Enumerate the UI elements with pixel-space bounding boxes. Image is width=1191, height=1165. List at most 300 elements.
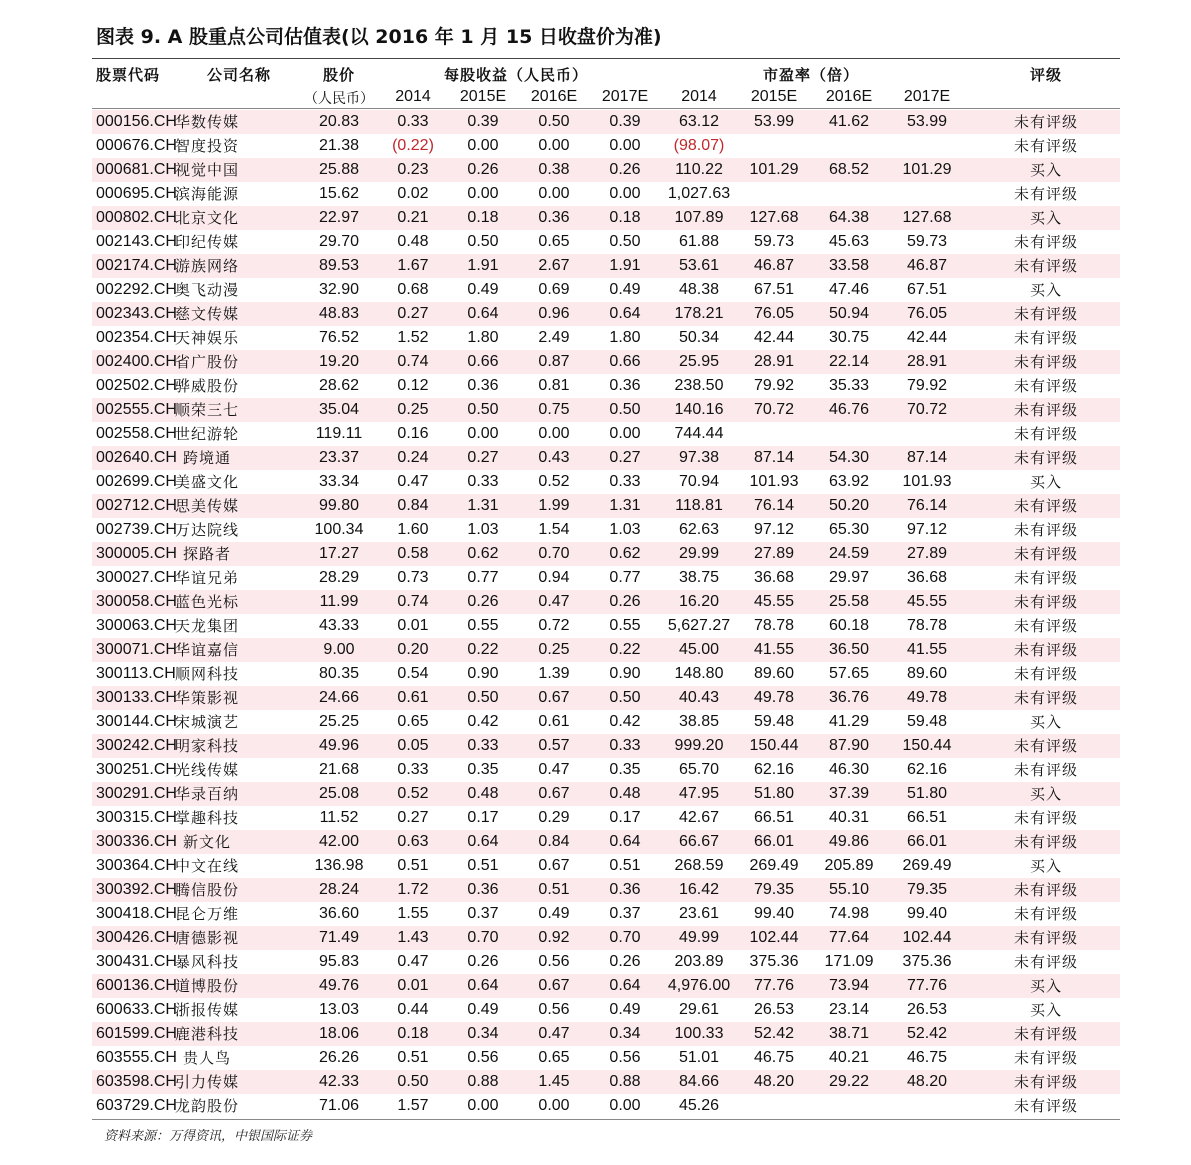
cell-eps-2015e: 0.51 [467, 857, 499, 874]
cell-company-name: 唐德影视 [174, 929, 240, 947]
cell-eps-2017e: 0.48 [609, 785, 641, 802]
cell-price: 22.97 [318, 209, 360, 226]
header-eps-2014: 2014 [395, 88, 431, 105]
cell-eps-2017e: 0.33 [609, 473, 641, 490]
table-row [92, 542, 1120, 566]
cell-rating: 买入 [1029, 209, 1063, 227]
cell-stock-code: 600633.CH [96, 1001, 177, 1018]
cell-company-name: 光线传媒 [174, 761, 240, 779]
cell-pe-2017e: 99.40 [906, 905, 948, 922]
cell-pe-2015e: 59.48 [753, 713, 795, 730]
cell-pe-2017e: 53.99 [906, 113, 948, 130]
cell-stock-code: 002174.CH [96, 257, 177, 274]
cell-company-name: 慈文传媒 [174, 305, 240, 323]
cell-company-name: 道博股份 [174, 977, 240, 995]
cell-eps-2014: 0.51 [397, 857, 429, 874]
cell-pe-2015e: 77.76 [753, 977, 795, 994]
cell-eps-2015e: 0.37 [467, 905, 499, 922]
cell-rating: 买入 [1029, 857, 1063, 875]
cell-eps-2016e: 0.67 [538, 689, 570, 706]
cell-stock-code: 000695.CH [96, 185, 177, 202]
cell-rating: 未有评级 [1013, 737, 1079, 755]
cell-pe-2016e: 55.10 [828, 881, 870, 898]
cell-pe-2014: 48.38 [678, 281, 720, 298]
cell-stock-code: 300364.CH [96, 857, 177, 874]
cell-stock-code: 600136.CH [96, 977, 177, 994]
cell-company-name: 天神娱乐 [174, 329, 240, 347]
cell-pe-2017e: 36.68 [906, 569, 948, 586]
cell-company-name: 新文化 [182, 833, 232, 851]
cell-price: 80.35 [318, 665, 360, 682]
cell-eps-2014: 0.47 [397, 953, 429, 970]
cell-rating: 买入 [1029, 473, 1063, 491]
cell-rating: 未有评级 [1013, 497, 1079, 515]
cell-company-name: 华录百纳 [174, 785, 240, 803]
table-row [92, 470, 1120, 494]
cell-eps-2016e: 0.29 [538, 809, 570, 826]
cell-company-name: 跨境通 [182, 449, 232, 467]
cell-company-name: 探路者 [182, 545, 232, 563]
cell-eps-2014: 0.16 [397, 425, 429, 442]
cell-pe-2014: 25.95 [678, 353, 720, 370]
cell-rating: 未有评级 [1013, 809, 1079, 827]
cell-eps-2014: 0.74 [397, 353, 429, 370]
cell-pe-2016e: 30.75 [828, 329, 870, 346]
cell-price: 18.06 [318, 1025, 360, 1042]
cell-company-name: 滨海能源 [174, 185, 240, 203]
cell-pe-2014: 66.67 [678, 833, 720, 850]
cell-pe-2014: 63.12 [678, 113, 720, 130]
cell-rating: 未有评级 [1013, 233, 1079, 251]
cell-pe-2015e: 26.53 [753, 1001, 795, 1018]
cell-stock-code: 002143.CH [96, 233, 177, 250]
cell-eps-2015e: 1.80 [467, 329, 499, 346]
cell-eps-2017e: 0.18 [609, 209, 641, 226]
cell-eps-2016e: 0.00 [538, 425, 570, 442]
cell-rating: 买入 [1029, 161, 1063, 179]
cell-stock-code: 603729.CH [96, 1097, 177, 1114]
cell-pe-2016e: 64.38 [828, 209, 870, 226]
table-row [92, 638, 1120, 662]
cell-pe-2014: 203.89 [674, 953, 724, 970]
cell-pe-2016e: 65.30 [828, 521, 870, 538]
cell-eps-2016e: 0.43 [538, 449, 570, 466]
cell-eps-2015e: 0.50 [467, 689, 499, 706]
cell-rating: 未有评级 [1013, 113, 1079, 131]
cell-eps-2014: 0.12 [397, 377, 429, 394]
table-row [92, 302, 1120, 326]
cell-pe-2016e: 46.76 [828, 401, 870, 418]
table-row [92, 254, 1120, 278]
cell-stock-code: 300392.CH [96, 881, 177, 898]
cell-eps-2014: 0.50 [397, 1073, 429, 1090]
cell-eps-2017e: 0.26 [609, 161, 641, 178]
cell-price: 95.83 [318, 953, 360, 970]
cell-price: 99.80 [318, 497, 360, 514]
table-row [92, 1094, 1120, 1118]
cell-eps-2015e: 0.70 [467, 929, 499, 946]
cell-eps-2015e: 0.26 [467, 161, 499, 178]
cell-pe-2016e: 40.31 [828, 809, 870, 826]
cell-price: 28.62 [318, 377, 360, 394]
table-row [92, 518, 1120, 542]
cell-rating: 未有评级 [1013, 1049, 1079, 1067]
cell-pe-2015e: 99.40 [753, 905, 795, 922]
cell-pe-2014: 45.26 [678, 1097, 720, 1114]
cell-company-name: 龙韵股份 [174, 1097, 240, 1115]
cell-stock-code: 603555.CH [96, 1049, 177, 1066]
header-pe: 市盈率（倍） [762, 66, 860, 84]
cell-eps-2016e: 2.67 [538, 257, 570, 274]
cell-rating: 买入 [1029, 1001, 1063, 1019]
cell-pe-2016e: 25.58 [828, 593, 870, 610]
cell-eps-2014: 0.51 [397, 1049, 429, 1066]
cell-rating: 未有评级 [1013, 329, 1079, 347]
cell-pe-2014: 97.38 [678, 449, 720, 466]
table-row [92, 1070, 1120, 1094]
cell-eps-2015e: 0.33 [467, 473, 499, 490]
cell-eps-2015e: 0.39 [467, 113, 499, 130]
cell-pe-2016e: 47.46 [828, 281, 870, 298]
cell-eps-2016e: 0.47 [538, 1025, 570, 1042]
cell-pe-2014: 4,976.00 [667, 977, 731, 994]
cell-stock-code: 300144.CH [96, 713, 177, 730]
cell-rating: 未有评级 [1013, 833, 1079, 851]
cell-pe-2017e: 66.51 [906, 809, 948, 826]
cell-pe-2014: 61.88 [678, 233, 720, 250]
cell-stock-code: 300242.CH [96, 737, 177, 754]
cell-eps-2015e: 0.00 [467, 137, 499, 154]
cell-eps-2017e: 0.64 [609, 977, 641, 994]
cell-pe-2015e: 46.87 [753, 257, 795, 274]
cell-stock-code: 002699.CH [96, 473, 177, 490]
cell-price: 49.96 [318, 737, 360, 754]
cell-company-name: 明家科技 [174, 737, 240, 755]
cell-eps-2016e: 0.47 [538, 761, 570, 778]
table-row [92, 998, 1120, 1022]
cell-pe-2017e: 27.89 [906, 545, 948, 562]
cell-rating: 未有评级 [1013, 185, 1079, 203]
cell-eps-2015e: 0.50 [467, 233, 499, 250]
cell-pe-2014: 51.01 [678, 1049, 720, 1066]
cell-pe-2015e: 62.16 [753, 761, 795, 778]
cell-eps-2014: 0.54 [397, 665, 429, 682]
cell-pe-2015e: 269.49 [749, 857, 799, 874]
cell-stock-code: 300291.CH [96, 785, 177, 802]
cell-pe-2016e: 77.64 [828, 929, 870, 946]
header-company-name: 公司名称 [207, 66, 272, 84]
cell-eps-2015e: 0.50 [467, 401, 499, 418]
cell-price: 9.00 [323, 641, 355, 658]
table-row [92, 350, 1120, 374]
cell-eps-2015e: 0.42 [467, 713, 499, 730]
cell-price: 71.49 [318, 929, 360, 946]
cell-company-name: 顺荣三七 [174, 401, 240, 419]
cell-pe-2014: 53.61 [678, 257, 720, 274]
cell-eps-2015e: 0.49 [467, 281, 499, 298]
cell-pe-2014: 65.70 [678, 761, 720, 778]
table-row [92, 134, 1120, 158]
cell-stock-code: 300063.CH [96, 617, 177, 634]
cell-eps-2016e: 0.25 [538, 641, 570, 658]
cell-pe-2015e: 79.35 [753, 881, 795, 898]
cell-eps-2014: 0.84 [397, 497, 429, 514]
cell-eps-2015e: 0.17 [467, 809, 499, 826]
cell-pe-2017e: 150.44 [902, 737, 952, 754]
cell-eps-2017e: 0.56 [609, 1049, 641, 1066]
table-row [92, 374, 1120, 398]
cell-pe-2016e: 74.98 [828, 905, 870, 922]
cell-company-name: 北京文化 [174, 209, 240, 227]
cell-rating: 未有评级 [1013, 521, 1079, 539]
cell-pe-2014: 38.75 [678, 569, 720, 586]
cell-eps-2014: (0.22) [392, 137, 434, 154]
cell-pe-2014: 45.00 [678, 641, 720, 658]
cell-company-name: 骅威股份 [174, 377, 240, 395]
cell-eps-2015e: 0.64 [467, 977, 499, 994]
cell-stock-code: 002292.CH [96, 281, 177, 298]
cell-pe-2014: 110.22 [675, 161, 723, 178]
cell-pe-2014: 744.44 [674, 425, 724, 442]
cell-stock-code: 002712.CH [96, 497, 177, 514]
cell-pe-2015e: 45.55 [753, 593, 795, 610]
cell-eps-2015e: 0.18 [467, 209, 499, 226]
cell-pe-2016e: 46.30 [828, 761, 870, 778]
cell-pe-2015e: 150.44 [749, 737, 799, 754]
cell-pe-2016e: 35.33 [828, 377, 870, 394]
cell-pe-2016e: 205.89 [824, 857, 874, 874]
cell-stock-code: 601599.CH [96, 1025, 177, 1042]
table-row [92, 446, 1120, 470]
cell-pe-2016e: 23.14 [828, 1001, 870, 1018]
table-row [92, 1022, 1120, 1046]
cell-pe-2017e: 101.93 [902, 473, 952, 490]
cell-stock-code: 300418.CH [96, 905, 177, 922]
cell-stock-code: 002640.CH [96, 449, 177, 466]
table-row [92, 926, 1120, 950]
cell-eps-2014: 1.67 [397, 257, 429, 274]
cell-pe-2017e: 26.53 [906, 1001, 948, 1018]
cell-price: 76.52 [318, 329, 360, 346]
cell-eps-2014: 0.23 [397, 161, 429, 178]
table-row [92, 110, 1120, 134]
cell-company-name: 昆仑万维 [174, 905, 240, 923]
cell-eps-2016e: 0.50 [538, 113, 570, 130]
cell-rating: 未有评级 [1013, 449, 1079, 467]
cell-stock-code: 300133.CH [96, 689, 177, 706]
cell-eps-2014: 0.27 [397, 305, 429, 322]
cell-rating: 买入 [1029, 713, 1063, 731]
cell-eps-2016e: 0.70 [538, 545, 570, 562]
cell-pe-2015e: 52.42 [753, 1025, 795, 1042]
table-row [92, 494, 1120, 518]
cell-eps-2017e: 0.77 [609, 569, 641, 586]
cell-pe-2017e: 46.75 [906, 1049, 948, 1066]
cell-company-name: 贵人鸟 [182, 1049, 232, 1067]
cell-pe-2017e: 101.29 [902, 161, 952, 178]
cell-pe-2016e: 60.18 [828, 617, 870, 634]
cell-eps-2016e: 0.72 [538, 617, 570, 634]
cell-eps-2016e: 0.81 [538, 377, 570, 394]
cell-company-name: 世纪游轮 [174, 425, 240, 443]
cell-pe-2015e: 76.14 [753, 497, 795, 514]
cell-eps-2014: 0.18 [397, 1025, 429, 1042]
cell-company-name: 引力传媒 [174, 1073, 240, 1091]
top-rule [92, 58, 1120, 59]
header-eps-2015e: 2015E [459, 88, 507, 105]
header-price: 股价 [322, 66, 356, 84]
cell-eps-2015e: 0.62 [467, 545, 499, 562]
cell-rating: 未有评级 [1013, 641, 1079, 659]
cell-eps-2017e: 0.70 [609, 929, 641, 946]
cell-company-name: 万达院线 [174, 521, 240, 539]
cell-rating: 未有评级 [1013, 665, 1079, 683]
cell-price: 17.27 [318, 545, 360, 562]
cell-company-name: 视觉中国 [174, 161, 240, 179]
cell-pe-2017e: 77.76 [906, 977, 948, 994]
header-rating: 评级 [1029, 66, 1063, 84]
cell-stock-code: 300113.CH [96, 665, 176, 682]
cell-stock-code: 300058.CH [96, 593, 177, 610]
cell-pe-2017e: 127.68 [902, 209, 952, 226]
cell-eps-2015e: 0.88 [467, 1073, 499, 1090]
cell-pe-2016e: 171.09 [824, 953, 874, 970]
cell-eps-2016e: 0.65 [538, 1049, 570, 1066]
cell-eps-2016e: 0.38 [538, 161, 570, 178]
cell-pe-2015e: 97.12 [753, 521, 795, 538]
cell-rating: 未有评级 [1013, 377, 1079, 395]
cell-eps-2014: 0.33 [397, 113, 429, 130]
table-row [92, 662, 1120, 686]
cell-eps-2015e: 0.49 [467, 1001, 499, 1018]
cell-price: 33.34 [318, 473, 360, 490]
cell-pe-2017e: 79.35 [906, 881, 948, 898]
cell-pe-2017e: 59.73 [906, 233, 948, 250]
cell-company-name: 思美传媒 [174, 497, 240, 515]
header-eps-2016e: 2016E [530, 88, 578, 105]
cell-pe-2016e: 36.76 [828, 689, 870, 706]
cell-eps-2016e: 0.47 [538, 593, 570, 610]
cell-eps-2014: 1.60 [397, 521, 429, 538]
cell-stock-code: 300336.CH [96, 833, 177, 850]
cell-eps-2015e: 0.36 [467, 881, 499, 898]
table-row [92, 806, 1120, 830]
cell-pe-2015e: 76.05 [753, 305, 795, 322]
cell-rating: 未有评级 [1013, 881, 1079, 899]
cell-eps-2017e: 0.26 [609, 953, 641, 970]
cell-pe-2016e: 33.58 [828, 257, 870, 274]
cell-pe-2016e: 22.14 [828, 353, 870, 370]
bottom-rule [92, 1119, 1120, 1120]
cell-eps-2015e: 0.36 [467, 377, 499, 394]
cell-company-name: 华策影视 [174, 689, 240, 707]
cell-eps-2014: 0.02 [397, 185, 429, 202]
cell-eps-2017e: 0.49 [609, 281, 641, 298]
cell-pe-2017e: 62.16 [906, 761, 948, 778]
table-row [92, 278, 1120, 302]
cell-pe-2015e: 46.75 [753, 1049, 795, 1066]
cell-eps-2017e: 0.17 [609, 809, 641, 826]
cell-stock-code: 300315.CH [96, 809, 177, 826]
cell-pe-2016e: 29.97 [828, 569, 870, 586]
cell-eps-2014: 0.05 [397, 737, 429, 754]
cell-eps-2016e: 0.57 [538, 737, 570, 754]
cell-pe-2016e: 49.86 [828, 833, 870, 850]
cell-pe-2014: 16.42 [678, 881, 720, 898]
cell-eps-2014: 0.47 [397, 473, 429, 490]
cell-pe-2017e: 87.14 [906, 449, 948, 466]
cell-eps-2017e: 1.80 [609, 329, 641, 346]
table-row [92, 758, 1120, 782]
cell-eps-2016e: 1.54 [538, 521, 570, 538]
cell-pe-2017e: 52.42 [906, 1025, 948, 1042]
cell-pe-2017e: 269.49 [902, 857, 952, 874]
cell-eps-2017e: 1.31 [609, 497, 641, 514]
cell-eps-2016e: 0.52 [538, 473, 570, 490]
cell-eps-2016e: 0.56 [538, 953, 570, 970]
cell-rating: 未有评级 [1013, 929, 1079, 947]
cell-pe-2014: 49.99 [678, 929, 720, 946]
cell-price: 49.76 [318, 977, 360, 994]
cell-rating: 买入 [1029, 281, 1063, 299]
cell-eps-2015e: 0.34 [467, 1025, 499, 1042]
cell-pe-2017e: 49.78 [906, 689, 948, 706]
table-row [92, 950, 1120, 974]
header-eps: 每股收益（人民币） [443, 66, 589, 84]
cell-eps-2016e: 0.00 [538, 185, 570, 202]
cell-eps-2016e: 0.65 [538, 233, 570, 250]
cell-price: 15.62 [318, 185, 360, 202]
cell-price: 100.34 [314, 521, 364, 538]
cell-pe-2016e: 54.30 [828, 449, 870, 466]
cell-eps-2016e: 0.87 [538, 353, 570, 370]
cell-rating: 未有评级 [1013, 425, 1079, 443]
cell-price: 89.53 [318, 257, 360, 274]
cell-eps-2017e: 0.26 [609, 593, 641, 610]
cell-eps-2017e: 0.64 [609, 833, 641, 850]
cell-eps-2017e: 0.36 [609, 881, 641, 898]
cell-eps-2016e: 0.67 [538, 857, 570, 874]
cell-eps-2017e: 0.50 [609, 233, 641, 250]
cell-stock-code: 300027.CH [96, 569, 177, 586]
cell-pe-2016e: 41.29 [828, 713, 870, 730]
cell-pe-2015e: 67.51 [753, 281, 795, 298]
cell-rating: 未有评级 [1013, 617, 1079, 635]
cell-price: 20.83 [318, 113, 360, 130]
cell-pe-2015e: 127.68 [749, 209, 799, 226]
cell-pe-2014: 107.89 [674, 209, 724, 226]
cell-eps-2014: 0.65 [397, 713, 429, 730]
cell-stock-code: 002558.CH [96, 425, 177, 442]
cell-pe-2016e: 24.59 [828, 545, 870, 562]
source-note: 资料来源：万得资讯，中银国际证券 [104, 1129, 313, 1144]
cell-pe-2014: 70.94 [678, 473, 720, 490]
cell-price: 119.11 [315, 425, 363, 442]
cell-eps-2016e: 0.69 [538, 281, 570, 298]
cell-eps-2014: 0.73 [397, 569, 429, 586]
cell-eps-2016e: 1.39 [538, 665, 570, 682]
table-title: 图表 9. A 股重点公司估值表(以 2016 年 1 月 15 日收盘价为准) [96, 26, 662, 48]
cell-pe-2015e: 48.20 [753, 1073, 795, 1090]
cell-eps-2015e: 0.00 [467, 1097, 499, 1114]
cell-eps-2016e: 0.00 [538, 1097, 570, 1114]
cell-eps-2017e: 0.49 [609, 1001, 641, 1018]
cell-pe-2016e: 68.52 [828, 161, 870, 178]
cell-eps-2015e: 0.77 [467, 569, 499, 586]
cell-stock-code: 002343.CH [96, 305, 177, 322]
cell-company-name: 暴风科技 [174, 953, 240, 971]
cell-eps-2014: 0.01 [397, 977, 429, 994]
